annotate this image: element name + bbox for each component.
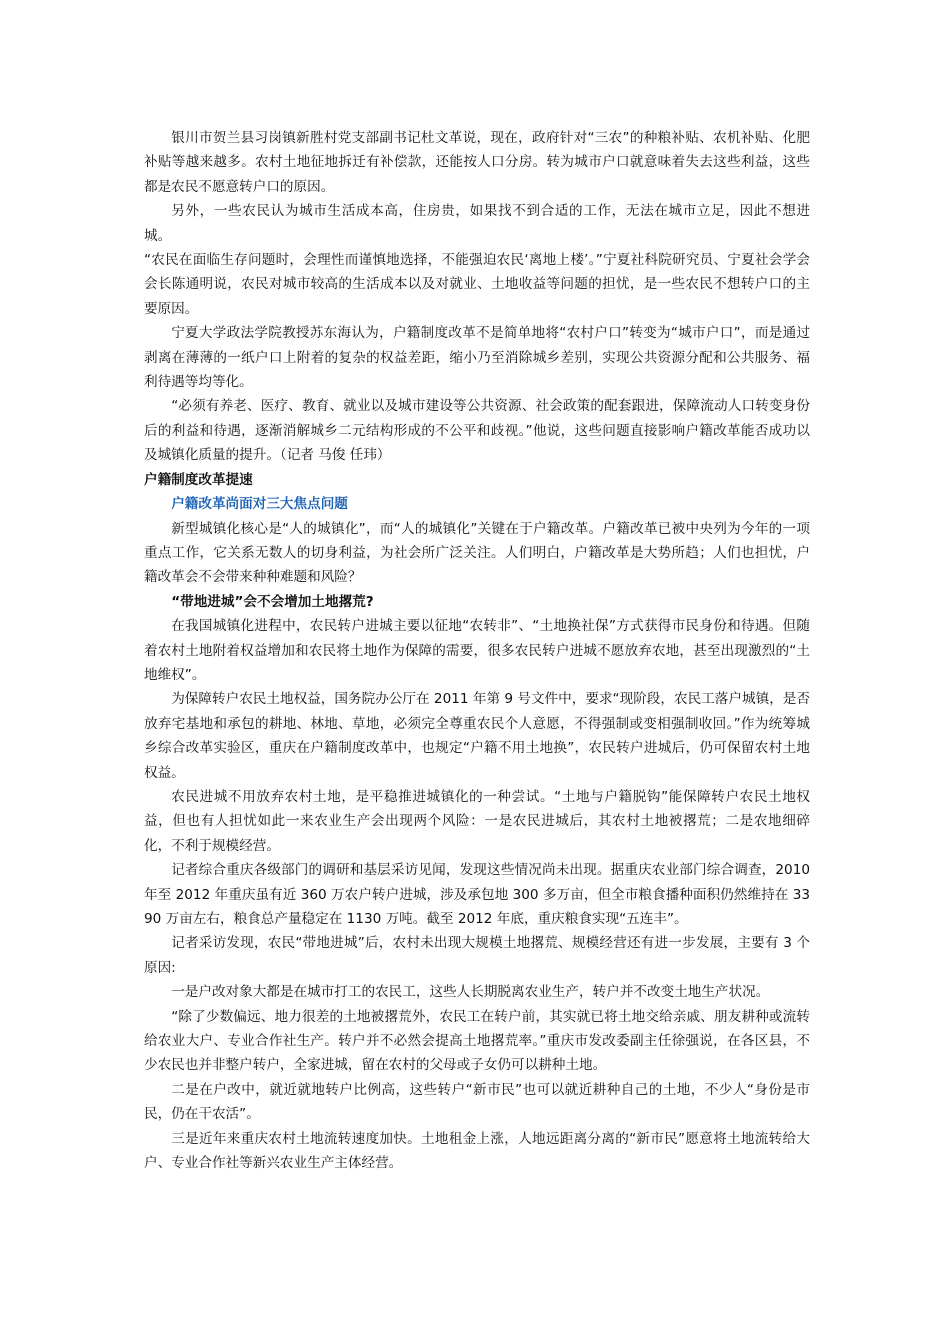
paragraph-13: “除了少数偏远、地力很差的土地被撂荒外，农民工在转户前，其实就已将土地交给亲戚、朋友耕种或流转给农业大户、专业合作社生产。转户并不必然会提高土地撂荒率。”重庆市发改委副主任徐强说，在各区县，不少农民也并非整户转户，全家进城，留在农村的父母或子女仍可以耕种土地。 — [144, 1008, 810, 1074]
paragraph-15: 三是近年来重庆农村土地流转速度加快。土地租金上涨，人地远距离分离的“新市民”愿意将土地流转给大户、专业合作社等新兴农业生产主体经营。 — [144, 1130, 810, 1172]
paragraph-14: 二是在户改中，就近就地转户比例高，这些转户“新市民”也可以就近耕种自己的土地，不少人“身份是市民，仍在干农活”。 — [144, 1081, 810, 1123]
paragraph-8: 为保障转户农民土地权益，国务院办公厅在 2011 年第 9 号文件中，要求“现阶段，农民工落户城镇，是否放弃宅基地和承包的耕地、林地、草地，必须完全尊重农民个人意愿，不得强制或变相强制收回。”作为统筹城乡综合改革实验区，重庆在户籍制度改革中，也规定“户籍不用土地换”，农民转户进城后，仍可保留农村土地权益。 — [144, 691, 810, 781]
paragraph-4: 宁夏大学政法学院教授苏东海认为，户籍制度改革不是简单地将“农村户口”转变为“城市户口”，而是通过剥离在薄薄的一纸户口上附着的复杂的权益差距，缩小乃至消除城乡差别，实现公共资源分配和公共服务、福利待遇等均等化。 — [144, 325, 810, 391]
paragraph-9: 农民进城不用放弃农村土地，是平稳推进城镇化的一种尝试。“土地与户籍脱钩”能保障转户农民土地权益，但也有人担忧如此一来农业生产会出现两个风险：一是农民进城后，其农村土地被撂荒；二是农地细碎化，不利于规模经营。 — [144, 788, 810, 854]
paragraph-6: 新型城镇化核心是“人的城镇化”，而“人的城镇化”关键在于户籍改革。户籍改革已被中央列为今年的一项重点工作，它关系无数人的切身利益，为社会所广泛关注。人们明白，户籍改革是大势所趋；人们也担忧，户籍改革会不会带来种种难题和风险？ — [144, 520, 810, 586]
section-heading: 户籍制度改革提速 — [144, 471, 253, 488]
paragraph-2: 另外，一些农民认为城市生活成本高，住房贵，如果找不到合适的工作，无法在城市立足，因此不想进城。 — [144, 203, 810, 244]
paragraph-12: 一是户改对象大都是在城市打工的农民工，这些人长期脱离农业生产，转户并不改变土地生产状况。 — [171, 984, 770, 1001]
document-page — [144, 126, 810, 1175]
paragraph-1: 银川市贺兰县习岗镇新胜村党支部副书记杜文革说，现在，政府针对“三农”的种粮补贴、农机补贴、化肥补贴等越来越多。农村土地征地拆迁有补偿款，还能按人口分房。转为城市户口就意味着失去这些利益，这些都是农民不愿意转户口的原因。 — [144, 130, 810, 195]
paragraph-5: “必须有养老、医疗、教育、就业以及城市建设等公共资源、社会政策的配套跟进，保障流动人口转变身份后的利益和待遇，逐渐消解城乡二元结构形成的不公平和歧视。”他说，这些问题直接影响户籍改革能否成功以及城镇化质量的提升。（记者 马俊 任玮） — [144, 398, 810, 464]
paragraph-3: “农民在面临生存问题时，会理性而谨慎地选择，不能强迫农民‘离地上楼’。”宁夏社科院研究员、宁夏社会学会会长陈通明说，农民对城市较高的生活成本以及对就业、土地收益等问题的担忧，是一些农民不想转户口的主要原因。 — [144, 252, 810, 317]
paragraph-10: 记者综合重庆各级部门的调研和基层采访见闻，发现这些情况尚未出现。据重庆农业部门综合调查，2010 年至 2012 年重庆虽有近 360 万农户转户进城，涉及承包地 300 多万亩，但全市粮食播种面积仍然维持在 3390 万亩左右，粮食总产量稳定在 1130 万吨。截至 2012 年底，重庆粮食实现“五连丰”。 — [144, 862, 810, 927]
question-heading: “带地进城”会不会增加土地撂荒? — [171, 593, 374, 610]
section-subheading: 户籍改革尚面对三大焦点问题 — [171, 496, 348, 513]
paragraph-11: 记者采访发现，农民“带地进城”后，农村未出现大规模土地撂荒、规模经营还有进一步发展，主要有 3 个原因: — [144, 935, 810, 976]
paragraph-7: 在我国城镇化进程中，农民转户进城主要以征地“农转非”、“土地换社保”方式获得市民身份和待遇。但随着农村土地附着权益增加和农民将土地作为保障的需要，很多农民转户进城不愿放弃农地，甚至出现激烈的“土地维权”。 — [144, 618, 810, 683]
